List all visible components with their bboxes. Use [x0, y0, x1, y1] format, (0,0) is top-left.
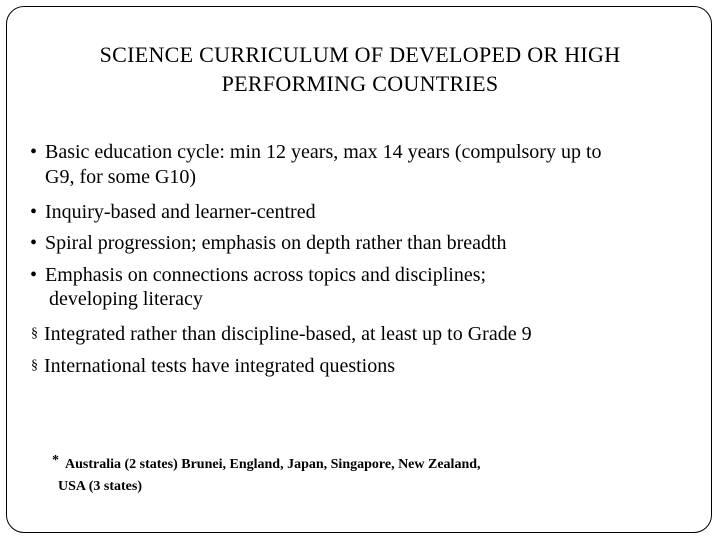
- square-bullet-marker: §: [31, 326, 38, 341]
- bullet-marker: •: [30, 232, 38, 254]
- footnote-text: Australia (2 states) Brunei, England, Japan, Singapore, New Zealand,: [65, 457, 481, 472]
- bullet-marker: •: [30, 200, 38, 223]
- footnote: [52, 454, 672, 498]
- slide-title: [0, 40, 720, 98]
- bullet-text: Inquiry-based and learner-centred: [45, 200, 316, 223]
- bullet-item: [29, 228, 689, 260]
- title-line-1: SCIENCE CURRICULUM OF DEVELOPED OR HIGH: [99, 42, 621, 67]
- bullet-item: [29, 197, 689, 229]
- square-bullet-marker: §: [31, 357, 38, 373]
- footnote-line-2: USA (3 states): [58, 479, 142, 494]
- bullet-list: [29, 137, 689, 382]
- footnote-line-1: [52, 454, 672, 476]
- bullet-item: [29, 351, 689, 383]
- bullet-text: Basic education cycle: min 12 years, max 14 years (compulsory up to: [45, 141, 602, 163]
- bullet-text-continued: G9, for some G10): [45, 165, 197, 188]
- bullet-marker: •: [30, 141, 38, 163]
- bullet-marker: •: [30, 263, 38, 286]
- bullet-text: International tests have integrated questions: [44, 354, 396, 377]
- bullet-item: [29, 260, 689, 320]
- bullet-text: Emphasis on connections across topics and disciplines;: [45, 263, 487, 286]
- footnote-asterisk: *: [52, 453, 59, 468]
- bullet-text: Integrated rather than discipline-based, at least up to Grade 9: [44, 323, 532, 345]
- bullet-text: Spiral progression; emphasis on depth rather than breadth: [45, 232, 507, 254]
- bullet-item: [29, 137, 689, 197]
- bullet-text-continued: developing literacy: [49, 288, 203, 310]
- bullet-item: [29, 319, 689, 351]
- title-line-2: PERFORMING COUNTRIES: [221, 71, 499, 96]
